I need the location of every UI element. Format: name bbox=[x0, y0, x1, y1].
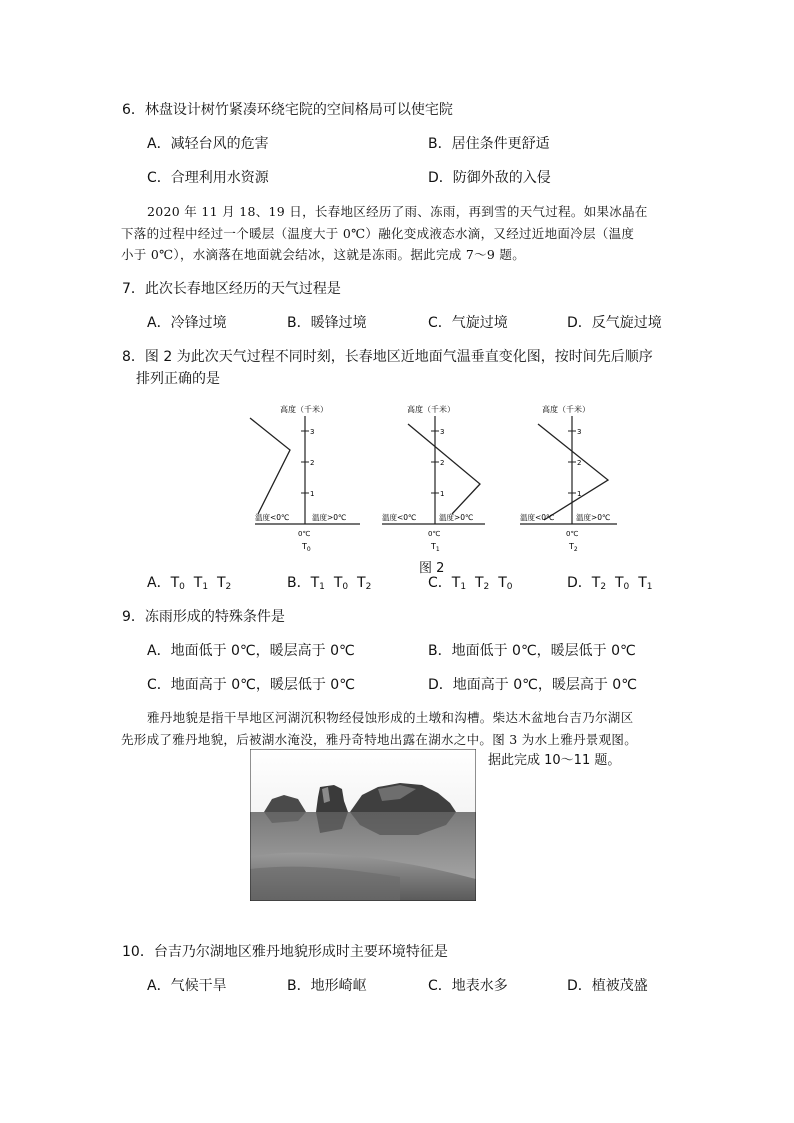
q8-option-a bbox=[147, 572, 231, 592]
q8-option-d bbox=[567, 572, 652, 592]
q8-option-b bbox=[287, 572, 371, 592]
tick-label-2-t2: 2 bbox=[577, 459, 582, 467]
time-label-t2: $T_2$ bbox=[569, 542, 578, 553]
q8-a-item2: T bbox=[193, 575, 203, 591]
q8-option-c bbox=[428, 572, 512, 592]
time-label-t1: $T_1$ bbox=[431, 542, 440, 553]
q8-b-item1-sub: 1 bbox=[319, 582, 325, 592]
panel-t2 bbox=[520, 404, 617, 553]
figure-2-temperature-profiles bbox=[240, 396, 630, 556]
cold-label-t0: 温度<0℃ bbox=[255, 513, 290, 522]
tick-label-3-t0: 3 bbox=[310, 428, 315, 436]
q8-b-item1: T bbox=[310, 575, 320, 591]
q8-a-item1-sub: 0 bbox=[179, 582, 185, 592]
q10-option-b: B．地形崎岖 bbox=[287, 978, 367, 994]
warm-label-t0: 温度>0℃ bbox=[312, 513, 347, 522]
q8-option-a-letter: A． bbox=[147, 575, 171, 591]
q8-stem-line1: 8．图 2 为此次天气过程不同时刻，长春地区近地面气温垂直变化图，按时间先后顺序 bbox=[122, 349, 653, 365]
q9-option-c: C．地面高于 0℃，暖层低于 0℃ bbox=[147, 677, 355, 693]
q9-option-b: B．地面低于 0℃，暖层低于 0℃ bbox=[428, 643, 636, 659]
panel-t1 bbox=[382, 404, 485, 553]
time-label-t0: $T_0$ bbox=[302, 542, 311, 553]
q8-d-item1: T bbox=[591, 575, 601, 591]
warm-label-t1: 温度>0℃ bbox=[439, 513, 474, 522]
q8-c-item3-sub: 0 bbox=[506, 582, 513, 592]
tick-label-2-t0: 2 bbox=[310, 459, 315, 467]
q8-d-item3: T bbox=[638, 575, 647, 591]
q8-option-c-letter: C． bbox=[428, 575, 452, 591]
figure-2-caption: 图 2 bbox=[419, 561, 445, 576]
passage2-line1: 雅丹地貌是指干旱地区河湖沉积物经侵蚀形成的土墩和沟槽。柴达木盆地台吉乃尔湖区 bbox=[147, 710, 634, 725]
height-label-t0: 高度（千米） bbox=[280, 405, 328, 414]
q7-option-d: D．反气旋过境 bbox=[567, 315, 662, 331]
q6-option-c: C．合理利用水资源 bbox=[147, 170, 269, 186]
q10-option-a: A．气候干旱 bbox=[147, 978, 227, 994]
q8-b-item3: T bbox=[357, 575, 366, 591]
q8-stem-line2: 排列正确的是 bbox=[136, 371, 220, 387]
zero-label-t1: 0℃ bbox=[428, 530, 441, 538]
q10-option-d: D．植被茂盛 bbox=[567, 978, 648, 994]
tick-label-1-t0: 1 bbox=[310, 490, 315, 498]
q7-option-a: A．冷锋过境 bbox=[147, 315, 227, 331]
cold-label-t1: 温度<0℃ bbox=[382, 513, 417, 522]
passage2-line2: 先形成了雅丹地貌，后被湖水淹没，雅丹奇特地出露在湖水之中。图 3 为水上雅丹景观图。 bbox=[121, 732, 638, 747]
tick-label-1-t2: 1 bbox=[577, 490, 582, 498]
q8-a-item3-sub: 2 bbox=[225, 582, 232, 592]
height-label-t2: 高度（千米） bbox=[542, 405, 590, 414]
height-label-t1: 高度（千米） bbox=[407, 405, 455, 414]
q8-c-item3: T bbox=[498, 575, 507, 591]
passage1-line3: 小于 0℃），水滴落在地面就会结冰，这就是冻雨。据此完成 7～9 题。 bbox=[121, 247, 526, 262]
q6-stem: 6．林盘设计树竹紧凑环绕宅院的空间格局可以使宅院 bbox=[122, 102, 453, 118]
q7-option-c: C．气旋过境 bbox=[428, 315, 508, 331]
q8-a-item3: T bbox=[216, 575, 226, 591]
panel-t0 bbox=[250, 404, 360, 553]
q6-option-a: A．减轻台风的危害 bbox=[147, 136, 269, 152]
figure-3-yardang-photo bbox=[250, 749, 476, 901]
q8-b-item2-sub: 0 bbox=[342, 582, 349, 592]
q6-option-d: D．防御外敌的入侵 bbox=[428, 170, 551, 186]
q9-option-a: A．地面低于 0℃，暖层高于 0℃ bbox=[147, 643, 355, 659]
temperature-curve-t1 bbox=[408, 424, 480, 514]
tick-label-1-t1: 1 bbox=[440, 490, 445, 498]
zero-label-t2: 0℃ bbox=[566, 530, 579, 538]
tick-label-3-t2: 3 bbox=[577, 428, 582, 436]
temperature-curve-t2 bbox=[538, 424, 611, 522]
q9-option-d: D．地面高于 0℃，暖层高于 0℃ bbox=[428, 677, 637, 693]
cold-label-t2: 温度<0℃ bbox=[520, 513, 555, 522]
q8-a-item1: T bbox=[170, 575, 180, 591]
q9-stem: 9．冻雨形成的特殊条件是 bbox=[122, 609, 285, 625]
q8-b-item3-sub: 2 bbox=[365, 582, 372, 592]
passage1-line1: 2020 年 11 月 18、19 日，长春地区经历了雨、冻雨，再到雪的天气过程。如果冰晶在 bbox=[147, 204, 648, 219]
warm-label-t2: 温度>0℃ bbox=[576, 513, 611, 522]
passage2-line3: 据此完成 10～11 题。 bbox=[488, 753, 621, 768]
tick-label-3-t1: 3 bbox=[440, 428, 445, 436]
q8-d-item1-sub: 2 bbox=[600, 582, 607, 592]
q8-option-d-letter: D． bbox=[567, 575, 592, 591]
zero-label-t0: 0℃ bbox=[298, 530, 311, 538]
q8-d-item3-sub: 1 bbox=[646, 582, 653, 592]
q8-option-b-letter: B． bbox=[287, 575, 311, 591]
q8-a-item2-sub: 1 bbox=[202, 582, 209, 592]
q6-option-b: B．居住条件更舒适 bbox=[428, 136, 550, 152]
q8-c-item1: T bbox=[451, 575, 461, 591]
q7-option-b: B．暖锋过境 bbox=[287, 315, 367, 331]
q8-c-item1-sub: 1 bbox=[460, 582, 467, 592]
passage1-line2: 下落的过程中经过一个暖层（温度大于 0℃）融化变成液态水滴，又经过近地面冷层（温度 bbox=[121, 226, 635, 241]
q8-d-item2-sub: 0 bbox=[623, 582, 630, 592]
q8-b-item2: T bbox=[333, 575, 343, 591]
q10-stem: 10．台吉乃尔湖地区雅丹地貌形成时主要环境特征是 bbox=[122, 944, 448, 960]
q8-c-item2-sub: 2 bbox=[483, 582, 490, 592]
q8-d-item2: T bbox=[614, 575, 624, 591]
temperature-curve-t0 bbox=[250, 418, 290, 514]
q7-stem: 7．此次长春地区经历的天气过程是 bbox=[122, 281, 341, 297]
q10-option-c: C．地表水多 bbox=[428, 978, 508, 994]
q8-c-item2: T bbox=[474, 575, 484, 591]
tick-label-2-t1: 2 bbox=[440, 459, 445, 467]
